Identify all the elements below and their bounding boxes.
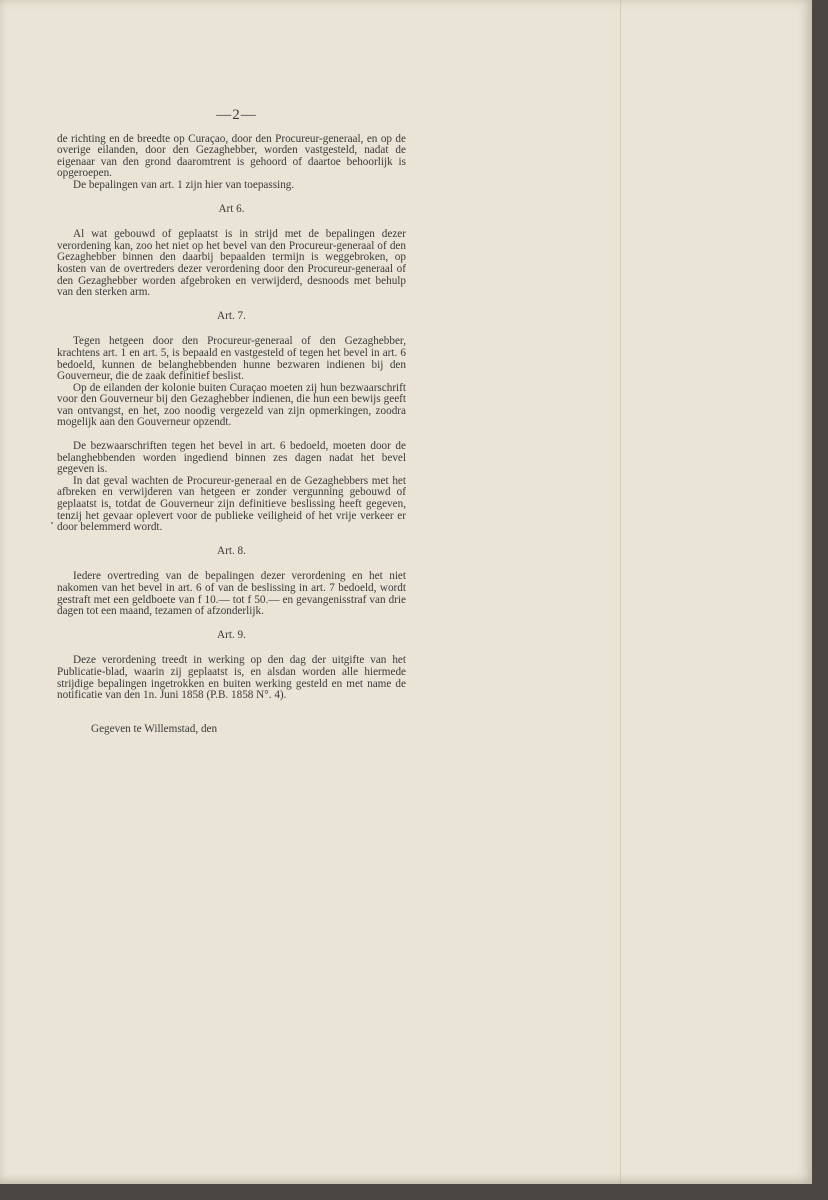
article-8-paragraph-1: Iedere overtreding van de bepalingen dezer verordening en het niet nakomen van het bevel in art. 6 of van de beslissing in art. 7 bedoeld, wordt gestraft met een geldboete van f 10.— tot f 50.— en gevangenisstraf van drie dagen tot een maand, tezamen of afzonderlijk. [57,570,406,618]
article-6-heading: Art 6. [218,202,245,215]
article-7-paragraph-3: De bezwaarschriften tegen het bevel in art. 6 bedoeld, moeten door de belanghebbenden worden ingediend binnen zes dagen nadat het bevel gegeven is. [57,440,406,476]
signoff-line: Gegeven te Willemstad, den [91,722,218,735]
intro-paragraph-1: de richting en de breedte op Curaçao, door den Procureur-generaal, en op de overige eilanden, door den Gezaghebber, worden vastgesteld, nadat de eigenaar van den grond daaromtrent is gehoord of daartoe behoorlijk is opgeroepen. [57,132,406,180]
page-number: —2— [216,107,257,123]
article-9-paragraph-1: Deze verordening treedt in werking op den dag der uitgifte van het Publicatie-blad, waarin zij geplaatst is, en alsdan worden alle hiermede strijdige bepalingen ingetrokken en buiten werking gesteld en met name de notificatie van den 1n. Juni 1858 (P.B. 1858 N°. 4). [57,654,406,702]
ink-speck [51,522,53,524]
article-8-heading: Art. 8. [217,544,246,557]
intro-paragraph-2: De bepalingen van art. 1 zijn hier van toepassing. [73,178,295,191]
text-column [57,107,406,735]
article-7-heading: Art. 7. [217,309,246,322]
article-7-paragraph-1: Tegen hetgeen door den Procureur-generaal of den Gezaghebber, krachtens art. 1 en art. 5, is bepaald en vastgesteld of tegen het bevel in art. 6 bedoeld, kunnen de belanghebbenden hunne bezwaren indienen bij den Gouverneur, die de zaak definitief beslist. [57,335,406,383]
page-fold-line [620,0,621,1184]
article-7-paragraph-4: In dat geval wachten de Procureur-generaal en de Gezaghebbers met het afbreken en verwijderen van hetgeen er zonder vergunning gebouwd of geplaatst is, totdat de Gouverneur zijn definitieve beslissing heeft gegeven, tenzij het gevaar oplevert voor de publieke veiligheid of het vrije verkeer er door belemmerd wordt. [57,474,406,534]
article-9-heading: Art. 9. [217,628,246,641]
article-6-paragraph-1: Al wat gebouwd of geplaatst is in strijd met de bepalingen dezer verordening kan, zoo het niet op het bevel van den Procureur-generaal of den Gezaghebber binnen den daarbij bepaalden termijn is weggebroken, op kosten van de overtreders dezer verordening door den Procureur-generaal of den Gezaghebber worden afgebroken en verwijderd, desnoods met behulp van den sterken arm. [57,228,406,299]
article-7-paragraph-2: Op de eilanden der kolonie buiten Curaçao moeten zij hun bezwaarschrift voor den Gouverneur bij den Gezaghebber indienen, die hun een bewijs geeft van ontvangst, en het, zoo noodig vergezeld van zijn opmerkingen, zoodra mogelijk aan den Gouverneur opzendt. [57,381,406,429]
